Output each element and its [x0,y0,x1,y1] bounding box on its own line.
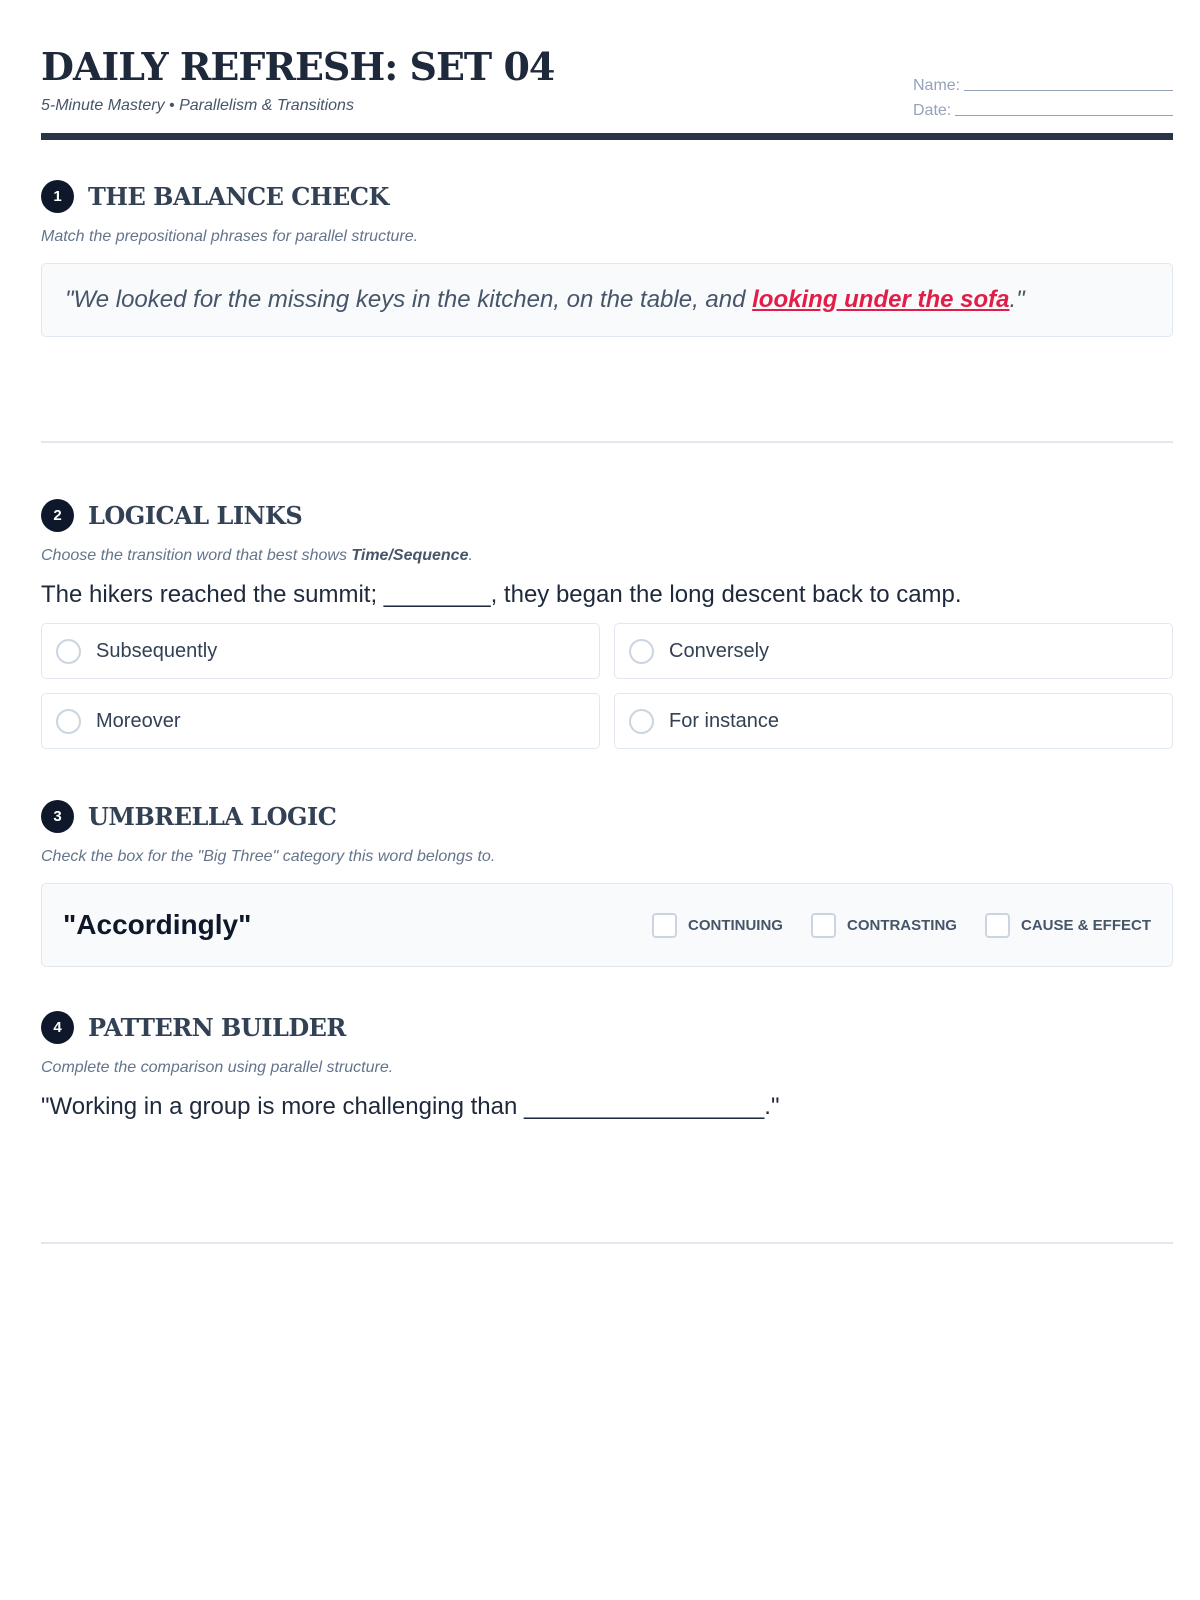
section-header [41,497,1173,533]
section-title: THE BALANCE CHECK [88,181,389,211]
section-title: LOGICAL LINKS [88,500,303,530]
checkbox[interactable] [985,913,1010,938]
answer-option[interactable] [614,623,1173,679]
section-header [41,798,1173,834]
section-instruction [41,547,1173,565]
category-label: CONTINUING [687,916,783,934]
instruction-text: Choose the transition word that best shows [41,547,352,564]
section-balance-check [41,178,1173,337]
section-instruction: Match the prepositional phrases for parallel structure. [41,228,419,245]
section-divider [41,1242,1173,1244]
checkbox[interactable] [811,913,836,938]
radio-button[interactable] [56,709,81,734]
highlighted-error: looking under the sofa [752,286,1010,313]
section-number-badge: 2 [41,499,74,532]
answer-option[interactable] [41,693,600,749]
radio-button[interactable] [629,709,654,734]
section-pattern-builder [41,1009,1173,1121]
section-title: UMBRELLA LOGIC [88,801,337,831]
date-row [913,95,1173,120]
section-instruction: Check the box for the "Big Three" category this word belongs to. [41,848,496,865]
question-prompt[interactable]: "Working in a group is more challenging than __________________." [41,1093,780,1120]
question-prompt: The hikers reached the summit; ________, they began the long descent back to camp. [41,581,962,608]
category-label: CAUSE & EFFECT [1020,916,1151,934]
category-option[interactable] [811,913,957,938]
answer-option[interactable] [41,623,600,679]
radio-button[interactable] [56,639,81,664]
checkbox[interactable] [652,913,677,938]
example-sentence-box [41,263,1173,337]
option-label: Subsequently [96,639,218,662]
section-number-badge: 4 [41,1011,74,1044]
option-label: Moreover [96,709,181,732]
radio-button[interactable] [629,639,654,664]
answer-options [41,623,1173,749]
section-number-badge: 3 [41,800,74,833]
student-info [913,70,1173,120]
name-label: Name: [913,77,961,94]
page-title: DAILY REFRESH: SET 04 [41,44,555,89]
section-instruction: Complete the comparison using parallel structure. [41,1059,394,1076]
section-divider [41,441,1173,443]
section-number-badge: 1 [41,180,74,213]
option-label: Conversely [669,639,770,662]
name-row [913,70,1173,95]
section-umbrella-logic [41,798,1173,967]
header-rule [41,133,1173,140]
date-field[interactable] [955,115,1173,116]
date-label: Date: [913,102,952,119]
category-option[interactable] [985,913,1151,938]
section-header [41,178,1173,214]
category-option[interactable] [652,913,783,938]
target-word: "Accordingly" [63,909,252,940]
option-label: For instance [669,709,780,732]
sentence-end: ." [1009,286,1025,313]
category-box [41,883,1173,967]
section-title: PATTERN BUILDER [88,1012,346,1042]
section-logical-links [41,497,1173,749]
instruction-emphasis: Time/Sequence [351,547,469,564]
worksheet-header [41,0,1173,140]
section-header [41,1009,1173,1045]
page-subtitle: 5-Minute Mastery • Parallelism & Transitions [41,97,354,114]
sentence-text: "We looked for the missing keys in the kitchen, on the table, and [65,286,753,313]
answer-option[interactable] [614,693,1173,749]
name-field[interactable] [964,90,1173,91]
worksheet [41,0,1173,1120]
category-label: CONTRASTING [846,916,957,934]
instruction-end: . [468,547,473,564]
category-checkboxes [624,913,1151,938]
